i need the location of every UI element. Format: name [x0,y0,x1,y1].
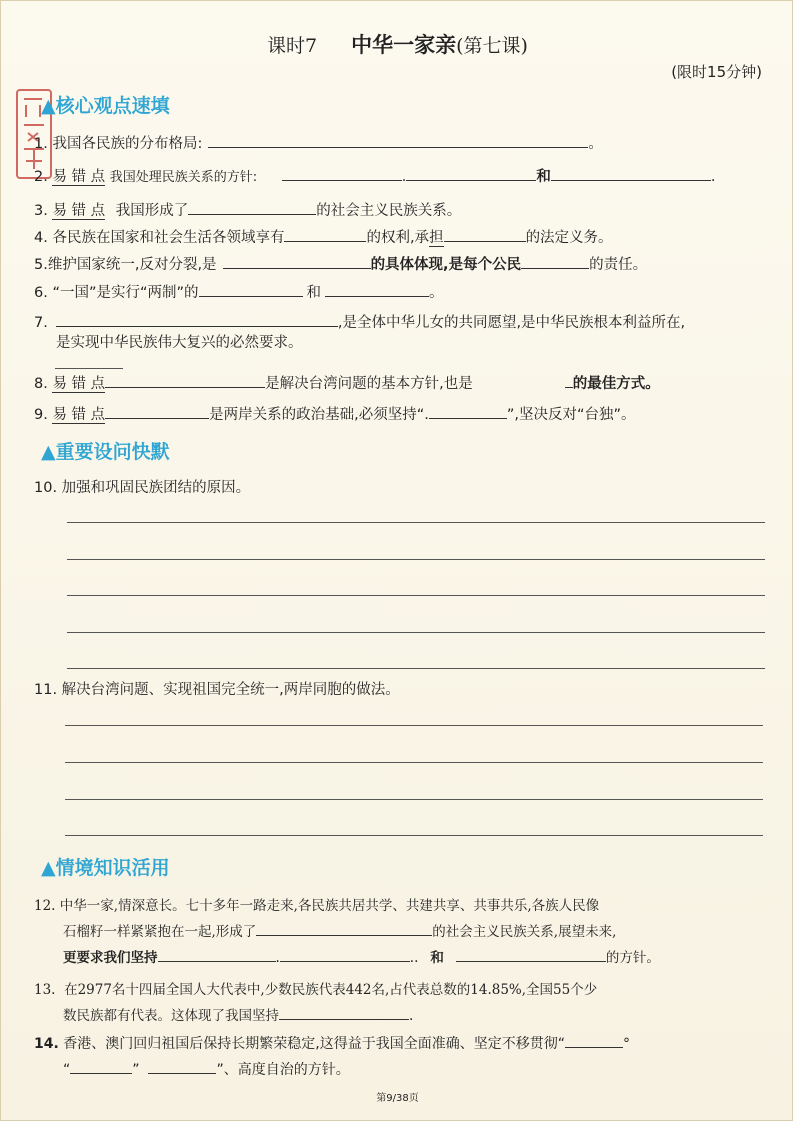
blank-6a[interactable] [199,281,303,297]
error-tag: 易 错 点 [52,407,106,423]
question-3: 3. 易 错 点 我国形成了 的社会主义民族关系。 [34,199,461,221]
question-4: 4. 各民族在国家和社会生活各领域享有 的权利,承担 的法定义务。 [34,226,613,248]
blank-4b[interactable] [444,226,526,242]
blank-2c[interactable] [551,165,711,181]
section-key-questions: ▲重要设问快默 [41,441,170,463]
answer-line[interactable] [67,522,765,523]
section-scenario: ▲情境知识活用 [41,857,170,879]
answer-line[interactable] [67,668,765,669]
blank-8a[interactable] [105,372,265,388]
answer-line[interactable] [67,595,765,596]
question-2: 2. 易 错 点 我国处理民族关系的方针: . 和 . [34,165,716,188]
question-13: 13. 在2977名十四届全国人大代表中,少数民族代表442名,占代表总数的14.85%,全国55个少 数民族都有代表。这体现了我国坚持 . [34,982,598,1024]
lesson-number: 课时7 [267,35,318,57]
blank-7[interactable] [56,311,338,327]
page-title [1,29,793,59]
blank-12c[interactable] [280,946,410,962]
blank-2a[interactable] [282,165,402,181]
time-limit: (限时15分钟) [671,63,762,81]
answer-line[interactable] [67,559,765,560]
question-12: 12. 中华一家,情深意长。七十多年一路走来,各民族共居共学、共建共享、共事共乐,各族人民像 石榴籽一样紧紧抱在一起,形成了 的社会主义民族关系,展望未来, 更要求我们坚持 . .. 和 的方针。 [34,898,660,966]
blank-12b[interactable] [158,946,276,962]
question-1: 1. 我国各民族的分布格局: 。 [34,132,603,154]
blank-2b[interactable] [406,165,536,181]
question-8: 8. 易 错 点 是解决台湾问题的基本方针,也是 的最佳方式。 [34,372,660,394]
answer-line[interactable] [67,632,765,633]
blank-9a[interactable] [105,403,209,419]
blank-14c[interactable] [148,1058,216,1074]
short-rule [55,368,123,369]
blank-14b[interactable] [70,1058,132,1074]
question-7: 7. ,是全体中华儿女的共同愿望,是中华民族根本利益所在, 是实现中华民族伟大复兴的必然要求。 [34,311,685,353]
blank-3[interactable] [188,199,316,215]
blank-6b[interactable] [325,281,429,297]
question-9: 9. 易 错 点 是两岸关系的政治基础,必须坚持“. ”,坚决反对“台独”。 [34,403,636,425]
answer-line[interactable] [65,835,763,836]
error-tag: 易 错 点 [52,203,106,219]
blank-5b[interactable] [521,253,589,269]
error-tag: 易 错 点 [52,376,106,392]
question-10: 10. 加强和巩固民族团结的原因。 [34,480,251,496]
question-11: 11. 解决台湾问题、实现祖国完全统一,两岸同胞的做法。 [34,682,400,698]
blank-1[interactable] [208,132,588,148]
question-14: 14. 香港、澳门回归祖国后保持长期繁荣稳定,这得益于我国全面准确、坚定不移贯彻“ ° “ ” ”、高度自治的方针。 [34,1031,630,1083]
blank-5a[interactable] [223,253,371,269]
lesson-subtitle: (第七课) [456,35,528,57]
lesson-title: 中华一家亲 [351,32,457,57]
question-5: 5.维护国家统一,反对分裂,是 的具体体现,是每个公民 的责任。 [34,253,647,275]
blank-12d[interactable] [456,946,606,962]
blank-9b[interactable] [429,403,507,419]
blank-14a[interactable] [565,1032,623,1048]
answer-line[interactable] [65,762,763,763]
section-core-points: ▲核心观点速填 [41,95,170,117]
answer-line[interactable] [65,799,763,800]
blank-4a[interactable] [284,226,366,242]
answer-line[interactable] [65,725,763,726]
page-number: 第9/38页 [376,1093,419,1104]
blank-13[interactable] [279,1004,409,1020]
blank-12a[interactable] [256,920,432,936]
question-6: 6. “一国”是实行“两制”的 和 。 [34,281,444,303]
error-tag: 易 错 点 [52,169,106,185]
